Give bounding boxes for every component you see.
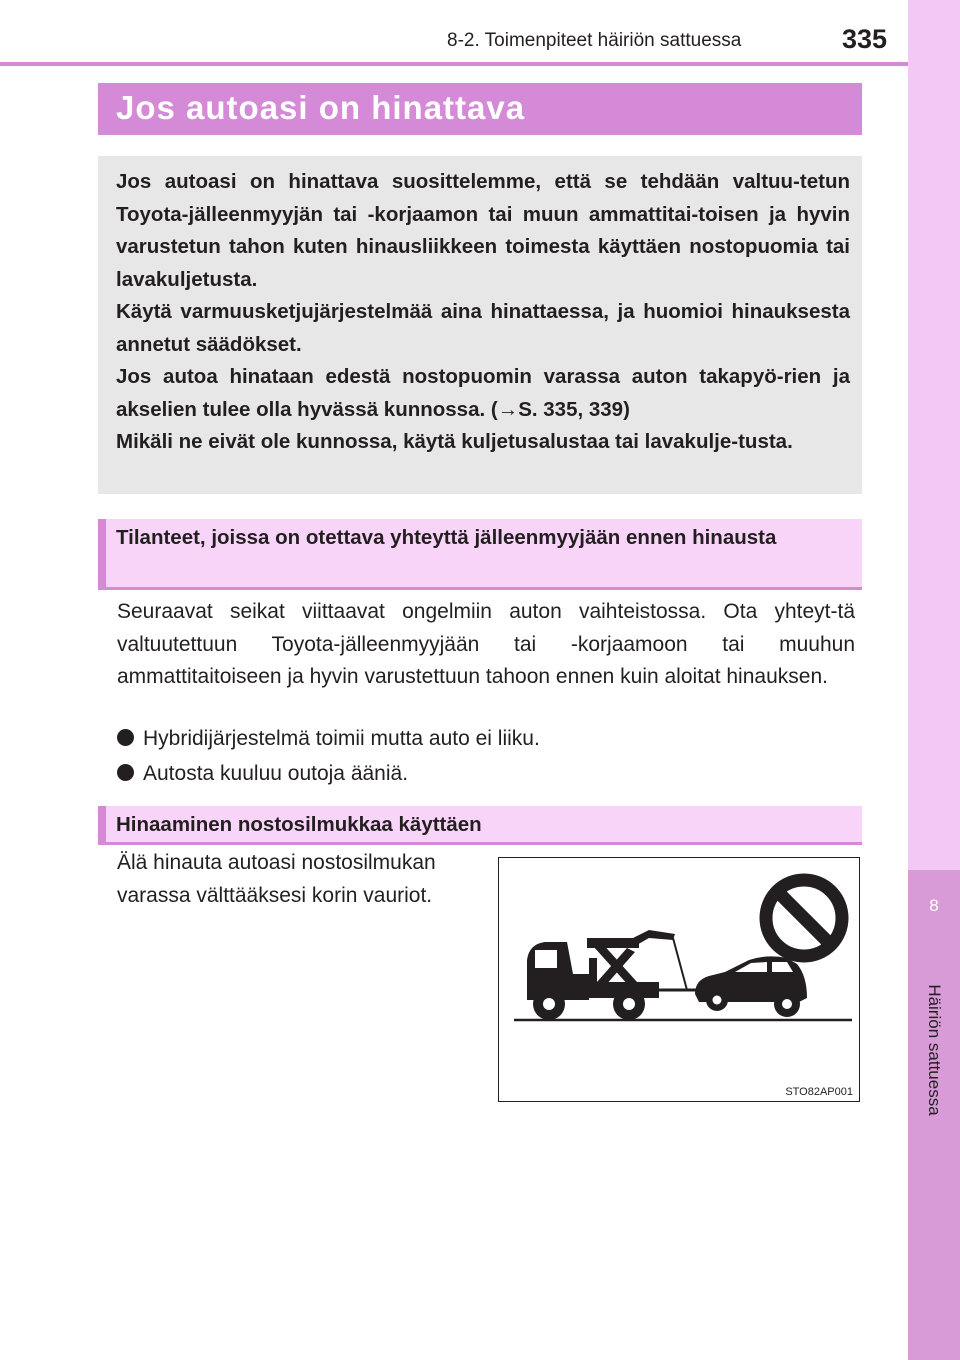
figure-code: STO82AP001 bbox=[785, 1086, 853, 1098]
list-item-text: Hybridijärjestelmä toimii mutta auto ei liiku. bbox=[143, 727, 540, 750]
header-rule bbox=[0, 62, 908, 66]
intro-paragraph: Mikäli ne eivät ole kunnossa, käytä kuljetusalustaa tai lavakulje-tusta. bbox=[116, 430, 793, 453]
towed-car-icon bbox=[695, 956, 807, 1017]
page-title: Jos autoasi on hinattava bbox=[116, 89, 526, 126]
bullet-icon bbox=[117, 764, 134, 781]
section-heading-text: Tilanteet, joissa on otettava yhteyttä jälleenmyyjään ennen hinausta bbox=[116, 526, 777, 549]
side-tab-label: Häiriön sattuessa bbox=[925, 984, 944, 1116]
section-heading-towing-eyelet bbox=[98, 806, 862, 845]
section-body-text: Älä hinauta autoasi nostosilmukan varassa välttääksesi korin vauriot. bbox=[117, 851, 436, 907]
tow-truck-prohibited-illustration bbox=[499, 858, 858, 1100]
intro-box bbox=[98, 156, 862, 494]
page-number: 335 bbox=[842, 24, 888, 54]
prohibition-icon bbox=[766, 880, 842, 956]
list-item bbox=[117, 723, 540, 756]
intro-text bbox=[116, 166, 850, 459]
header-section-title: 8-2. Toimenpiteet häiriön sattuessa bbox=[447, 30, 742, 51]
intro-paragraph: Jos autoa hinataan edestä nostopuomin varassa auton takapyö-rien ja akselien tulee olla hyvässä kunnossa. (→S. 335, 339) bbox=[116, 365, 850, 421]
side-tab-chapter-number: 8 bbox=[929, 896, 939, 915]
section-heading-text: Hinaaminen nostosilmukkaa käyttäen bbox=[116, 813, 482, 836]
list-item bbox=[117, 758, 408, 791]
list-item-text: Autosta kuuluu outoja ääniä. bbox=[143, 762, 409, 785]
section-heading-contact-dealer bbox=[98, 519, 862, 590]
page-title-bar bbox=[98, 83, 862, 135]
intro-paragraph: Käytä varmuusketjujärjestelmää aina hinattaessa, ja huomioi hinauksesta annetut säädökset. bbox=[116, 300, 850, 356]
tow-truck-icon bbox=[527, 930, 699, 1020]
section-body-text: Seuraavat seikat viittaavat ongelmiin auton vaihteistossa. Ota yhteyt-tä valtuutettuun Toyota-jälleenmyyjään tai -korjaamoon tai muuhun ammattitaitoiseen ja hyvin varustettuun tahoon ennen kuin aloitat hinauksen. bbox=[117, 600, 855, 688]
intro-paragraph: Jos autoasi on hinattava suosittelemme, että se tehdään valtuu-tetun Toyota-jälleenmyyjän tai -korjaamon tai muun ammattitai-toisen ja hyvin varustetun tahon kuten hinausliikkeen toimesta käyttäen nostopuomia tai lavakuljetusta. bbox=[116, 170, 850, 291]
bullet-icon bbox=[117, 729, 134, 746]
towing-illustration bbox=[498, 857, 860, 1102]
